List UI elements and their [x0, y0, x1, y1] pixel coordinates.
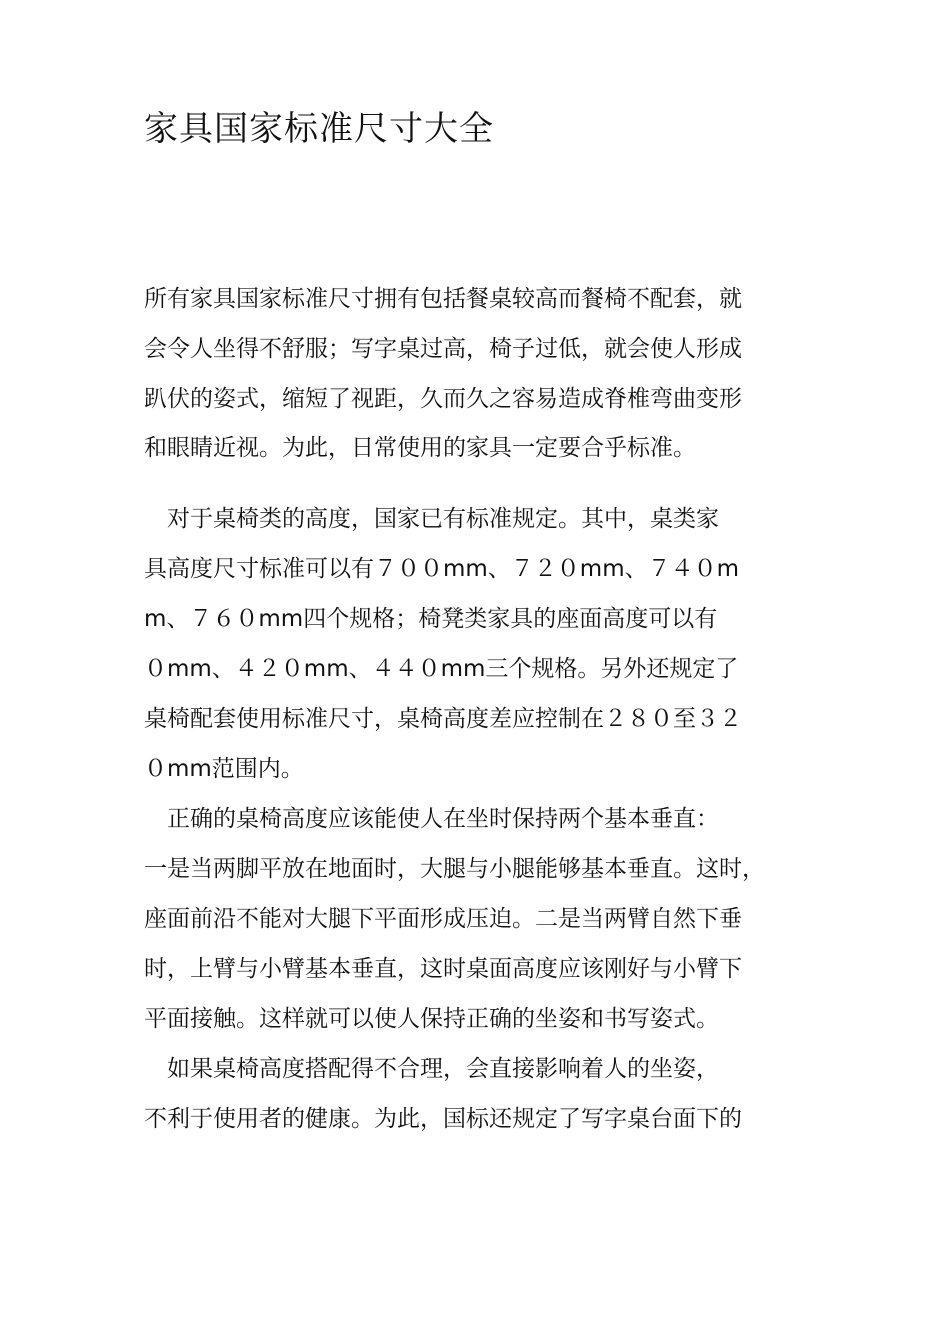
body-line: 对于桌椅类的高度，国家已有标准规定。其中，桌类家	[144, 506, 719, 532]
body-line: m、７６０mm四个规格；椅凳类家具的座面高度可以有	[144, 606, 718, 632]
body-line: 会令人坐得不舒服；写字桌过高，椅子过低，就会使人形成	[144, 336, 742, 362]
body-line: 趴伏的姿式，缩短了视距，久而久之容易造成脊椎弯曲变形	[144, 386, 742, 412]
body-line: 一是当两脚平放在地面时，大腿与小腿能够基本垂直。这时，	[144, 856, 765, 882]
body-line: 不利于使用者的健康。为此，国标还规定了写字桌台面下的	[144, 1106, 742, 1132]
body-line: 和眼睛近视。为此，日常使用的家具一定要合乎标准。	[144, 435, 696, 461]
body-line: 时，上臂与小臂基本垂直，这时桌面高度应该刚好与小臂下	[144, 956, 742, 982]
body-line: 如果桌椅高度搭配得不合理，会直接影响着人的坐姿，	[144, 1056, 719, 1082]
body-line: 桌椅配套使用标准尺寸，桌椅高度差应控制在２８０至３２	[144, 706, 742, 732]
body-line: 平面接触。这样就可以使人保持正确的坐姿和书写姿式。	[144, 1006, 719, 1032]
body-line: 所有家具国家标准尺寸拥有包括餐桌较高而餐椅不配套，就	[144, 286, 742, 312]
document-title: 家具国家标准尺寸大全	[144, 109, 494, 149]
body-line: ０mm、４２０mm、４４０mm三个规格。另外还规定了	[144, 656, 739, 682]
body-line: 正确的桌椅高度应该能使人在坐时保持两个基本垂直：	[144, 806, 719, 832]
body-line: 具高度尺寸标准可以有７００mm、７２０mm、７４０m	[144, 556, 740, 582]
body-line: 座面前沿不能对大腿下平面形成压迫。二是当两臂自然下垂	[144, 906, 742, 932]
body-line: ０mm范围内。	[144, 756, 304, 782]
